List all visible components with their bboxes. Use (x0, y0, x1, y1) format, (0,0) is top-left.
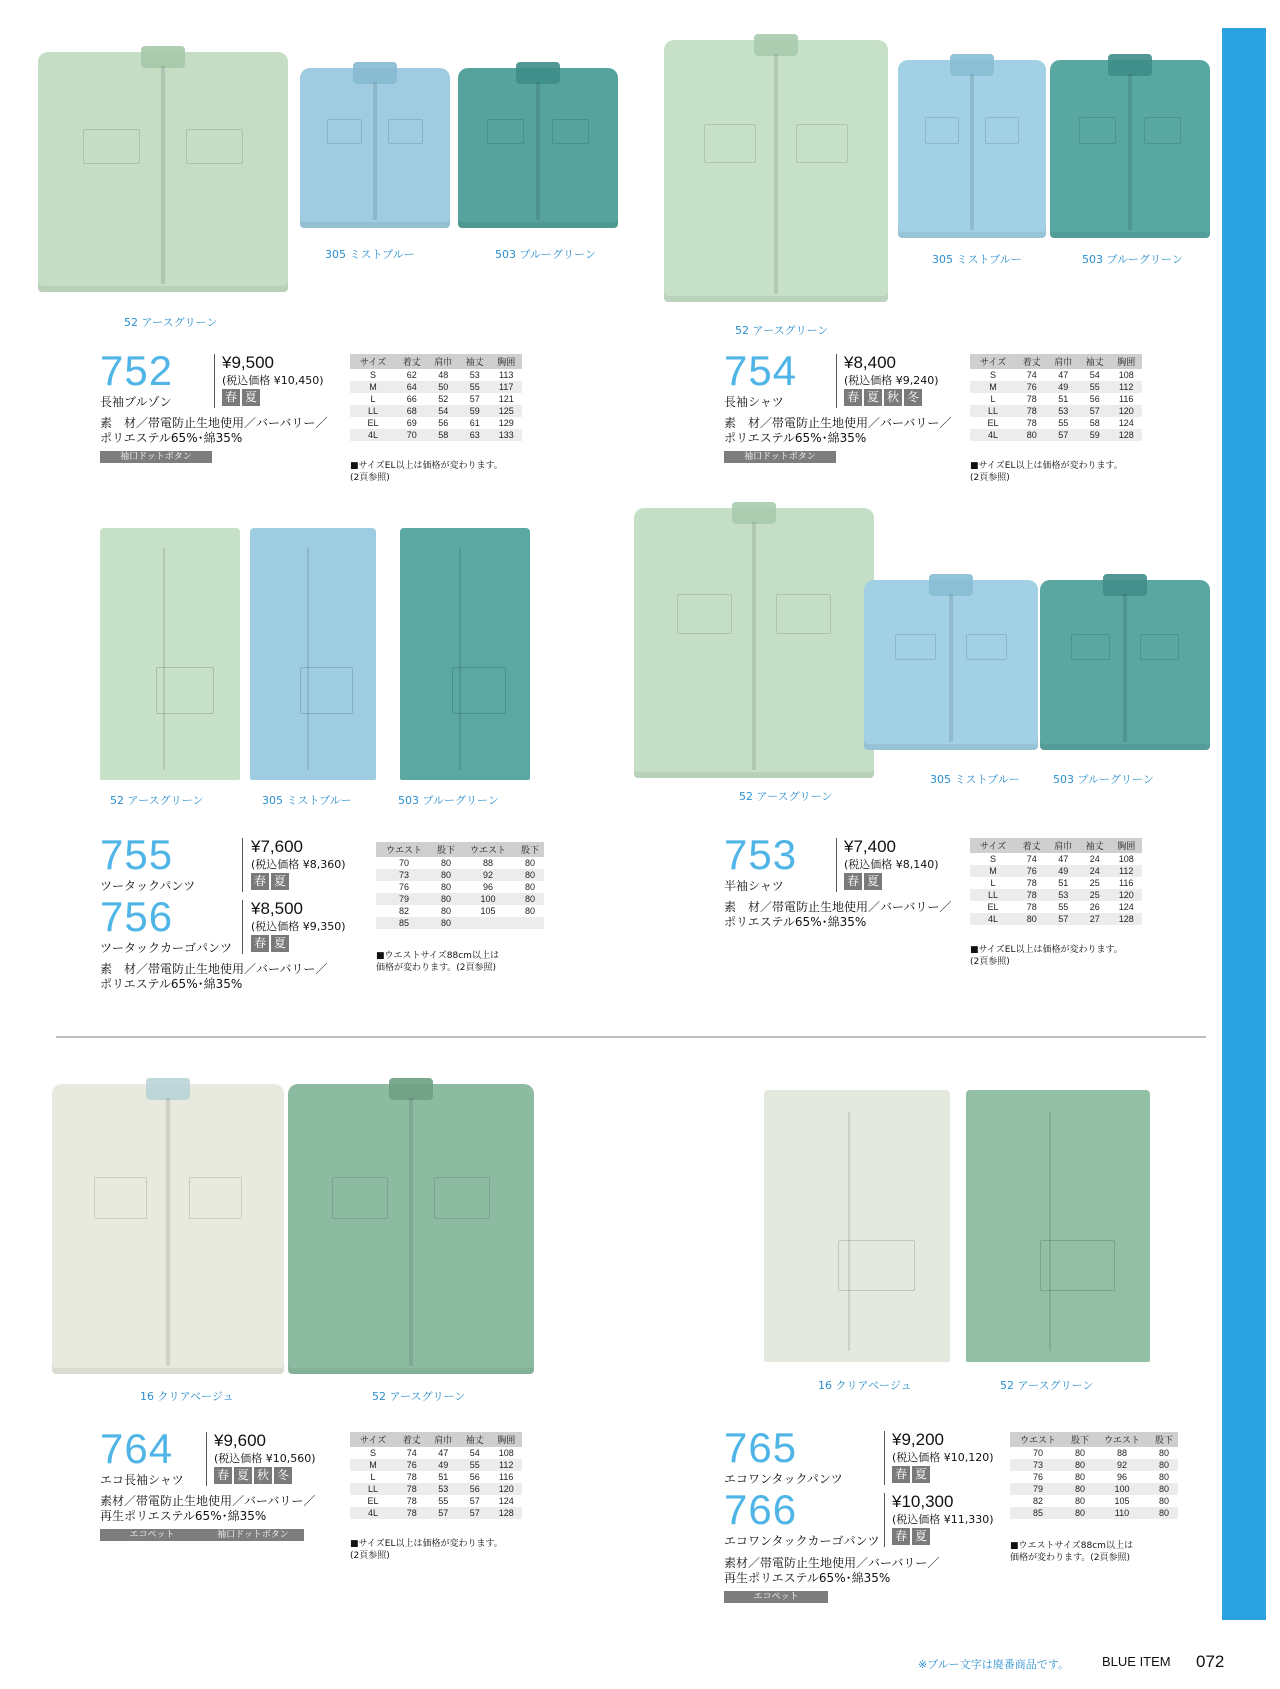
size-table-753: サイズ 着丈 肩巾 袖丈 胸囲 S 74 47 24 108 M 76 49 24 112 L 78 51 25 116 LL 78 53 25 120 EL 78 55 26 124 4L 80 57 27 128 (970, 838, 1142, 925)
price: ¥8,500 (251, 899, 303, 918)
product-number: 755 (100, 831, 174, 878)
product-752-blue-green-image (458, 68, 618, 228)
product-765-clear-beige-image (764, 1090, 950, 1362)
feature-tag: 袖口ドットボタン (724, 451, 836, 463)
season-badge: 春 (222, 389, 240, 406)
color-caption: 52 アースグリーン (110, 794, 204, 807)
product-number: 753 (724, 831, 798, 878)
page-number: 072 (1196, 1652, 1225, 1671)
separator (206, 1432, 207, 1486)
product-name: 長袖ブルゾン (100, 395, 172, 409)
separator (242, 900, 243, 954)
material-text: 素 材／帯電防止生地使用／バーバリー／ ポリエステル65%･綿35% (100, 416, 328, 445)
season-badge: 春 (892, 1528, 910, 1545)
product-name: ツータックパンツ (100, 879, 196, 893)
color-caption: 503 ブルーグリーン (495, 248, 596, 261)
color-caption: 305 ミストブルー (930, 773, 1020, 786)
product-752-earth-green-image (38, 52, 288, 292)
season-badge: 夏 (864, 873, 882, 890)
season-badge: 春 (844, 389, 862, 406)
season-badges (892, 1466, 930, 1483)
product-754-earth-green-image (664, 40, 888, 302)
section-divider (56, 1036, 1206, 1038)
season-badge: 冬 (274, 1467, 292, 1484)
product-name: ツータックカーゴパンツ (100, 941, 233, 955)
season-badge: 春 (251, 935, 269, 952)
separator (884, 1493, 885, 1547)
season-badge: 夏 (912, 1528, 930, 1545)
product-number: 764 (100, 1425, 174, 1472)
season-badges (251, 935, 289, 952)
feature-tag: エコペット (100, 1529, 204, 1541)
tax-price: (税込価格 ¥10,450) (222, 374, 324, 387)
product-number: 752 (100, 347, 174, 394)
season-badges (844, 873, 882, 890)
season-badges (251, 873, 289, 890)
separator (836, 838, 837, 892)
season-badge: 春 (844, 873, 862, 890)
price: ¥9,600 (214, 1431, 266, 1450)
color-caption: 52 アースグリーン (1000, 1379, 1094, 1392)
color-caption: 503 ブルーグリーン (1082, 253, 1183, 266)
season-badges (844, 389, 922, 406)
season-badge: 夏 (234, 1467, 252, 1484)
product-764-earth-green-image (288, 1084, 534, 1374)
price: ¥9,500 (222, 353, 274, 372)
size-note: ■サイズEL以上は価格が変わります。 (2頁参照) (350, 461, 503, 483)
color-caption: 503 ブルーグリーン (1053, 773, 1154, 786)
season-badge: 夏 (864, 389, 882, 406)
tax-price: (税込価格 ¥11,330) (892, 1513, 994, 1526)
season-badges (892, 1528, 930, 1545)
separator (242, 838, 243, 892)
price: ¥9,200 (892, 1430, 944, 1449)
season-badge: 夏 (912, 1466, 930, 1483)
color-caption: 305 ミストブルー (262, 794, 352, 807)
size-note: ■サイズEL以上は価格が変わります。 (2頁参照) (970, 945, 1123, 967)
season-badge: 春 (892, 1466, 910, 1483)
discontinued-note: ※ブルー文字は廃番商品です。 (918, 1658, 1069, 1671)
season-badge: 夏 (271, 935, 289, 952)
product-755-earth-green-image (100, 528, 240, 780)
product-755-mist-blue-image (250, 528, 376, 780)
color-caption: 305 ミストブルー (325, 248, 415, 261)
side-color-bar (1222, 28, 1266, 1620)
color-caption: 16 クリアベージュ (818, 1379, 912, 1392)
product-754-mist-blue-image (898, 60, 1046, 238)
tax-price: (税込価格 ¥8,140) (844, 858, 939, 871)
size-note: ■ウエストサイズ88cm以上は 価格が変わります。(2頁参照) (1010, 1541, 1133, 1563)
feature-tag: 袖口ドットボタン (100, 451, 212, 463)
product-number: 765 (724, 1424, 798, 1471)
product-765-earth-green-image (966, 1090, 1150, 1362)
separator (836, 354, 837, 408)
season-badges (214, 1467, 292, 1484)
tax-price: (税込価格 ¥10,120) (892, 1451, 994, 1464)
product-764-clear-beige-image (52, 1084, 284, 1374)
tax-price: (税込価格 ¥10,560) (214, 1452, 316, 1465)
product-name: 長袖シャツ (724, 395, 784, 409)
tax-price: (税込価格 ¥8,360) (251, 858, 346, 871)
color-caption: 305 ミストブルー (932, 253, 1022, 266)
season-badge: 秋 (884, 389, 902, 406)
separator (884, 1431, 885, 1485)
product-755-blue-green-image (400, 528, 530, 780)
separator (214, 354, 215, 408)
price: ¥10,300 (892, 1492, 954, 1511)
season-badge: 夏 (242, 389, 260, 406)
product-number: 756 (100, 893, 174, 940)
season-badge: 秋 (254, 1467, 272, 1484)
product-754-blue-green-image (1050, 60, 1210, 238)
color-caption: 52 アースグリーン (372, 1390, 466, 1403)
size-note: ■サイズEL以上は価格が変わります。 (2頁参照) (350, 1539, 503, 1561)
product-number: 766 (724, 1486, 798, 1533)
material-text: 素 材／帯電防止生地使用／バーバリー／ ポリエステル65%･綿35% (724, 900, 952, 929)
product-753-mist-blue-image (864, 580, 1038, 750)
size-table-765: ウエスト 股下 ウエスト 股下 70 80 88 80 73 80 92 80 76 80 96 80 79 80 100 80 82 80 105 80 85 80 110 80 (1010, 1432, 1178, 1519)
size-table-764: サイズ 着丈 肩巾 袖丈 胸囲 S 74 47 54 108 M 76 49 55 112 L 78 51 56 116 LL 78 53 56 120 EL 78 55 57 124 4L 78 57 57 128 (350, 1432, 522, 1519)
season-badges (222, 389, 260, 406)
color-caption: 52 アースグリーン (124, 316, 218, 329)
size-table-755: ウエスト 股下 ウエスト 股下 70 80 88 80 73 80 92 80 76 80 96 80 79 80 100 80 82 80 105 80 85 80 (376, 842, 544, 929)
size-note: ■サイズEL以上は価格が変わります。 (2頁参照) (970, 461, 1123, 483)
season-badge: 夏 (271, 873, 289, 890)
feature-tag: 袖口ドットボタン (202, 1529, 304, 1541)
product-number: 754 (724, 347, 798, 394)
material-text: 素材／帯電防止生地使用／バーバリー／ 再生ポリエステル65%･綿35% (100, 1494, 316, 1523)
product-name: エコワンタックパンツ (724, 1472, 843, 1486)
product-753-earth-green-image (634, 508, 874, 778)
product-name: エコワンタックカーゴパンツ (724, 1534, 880, 1548)
price: ¥7,400 (844, 837, 896, 856)
tax-price: (税込価格 ¥9,240) (844, 374, 939, 387)
color-caption: 16 クリアベージュ (140, 1390, 234, 1403)
feature-tag: エコペット (724, 1591, 828, 1603)
season-badge: 春 (214, 1467, 232, 1484)
price: ¥8,400 (844, 353, 896, 372)
product-752-mist-blue-image (300, 68, 450, 228)
size-note: ■ウエストサイズ88cm以上は 価格が変わります。(2頁参照) (376, 951, 499, 973)
material-text: 素 材／帯電防止生地使用／バーバリー／ ポリエステル65%･綿35% (724, 416, 952, 445)
color-caption: 52 アースグリーン (735, 324, 829, 337)
season-badge: 春 (251, 873, 269, 890)
color-caption: 503 ブルーグリーン (398, 794, 499, 807)
size-table-754: サイズ 着丈 肩巾 袖丈 胸囲 S 74 47 54 108 M 76 49 55 112 L 78 51 56 116 LL 78 53 57 120 EL 78 55 58 124 4L 80 57 59 128 (970, 354, 1142, 441)
price: ¥7,600 (251, 837, 303, 856)
material-text: 素 材／帯電防止生地使用／バーバリー／ ポリエステル65%･綿35% (100, 962, 328, 991)
product-753-blue-green-image (1040, 580, 1210, 750)
product-name: エコ長袖シャツ (100, 1473, 184, 1487)
footer-brand: BLUE ITEM (1102, 1654, 1171, 1669)
tax-price: (税込価格 ¥9,350) (251, 920, 346, 933)
material-text: 素材／帯電防止生地使用／バーバリー／ 再生ポリエステル65%･綿35% (724, 1556, 940, 1585)
color-caption: 52 アースグリーン (739, 790, 833, 803)
season-badge: 冬 (904, 389, 922, 406)
product-name: 半袖シャツ (724, 879, 784, 893)
size-table-752: サイズ 着丈 肩巾 袖丈 胸囲 S 62 48 53 113 M 64 50 55 117 L 66 52 57 121 LL 68 54 59 125 EL 69 56 61 129 4L 70 58 63 133 (350, 354, 522, 441)
